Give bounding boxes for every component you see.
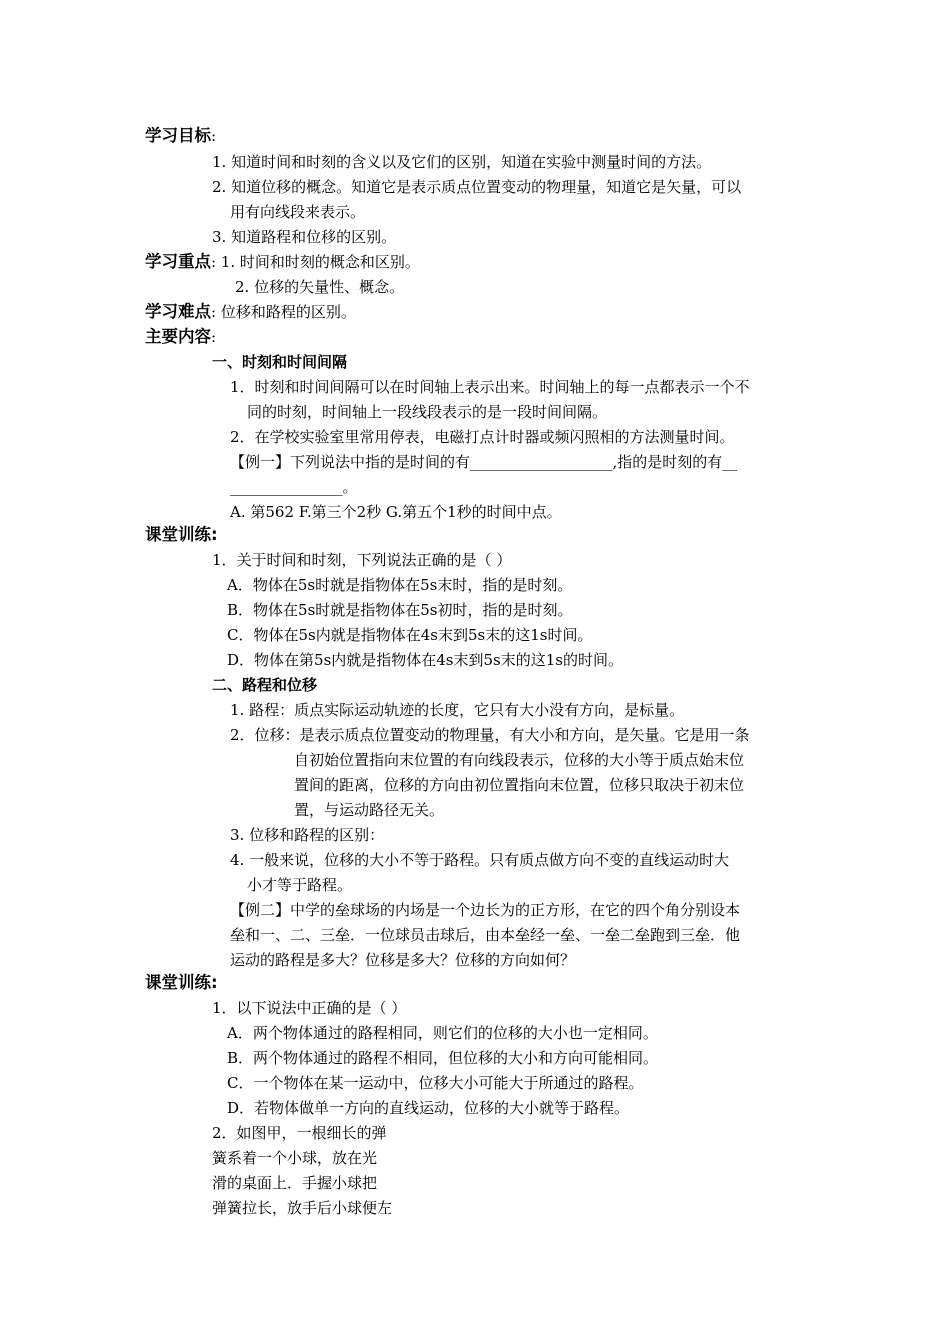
goal-item-2: 2. 知道位移的概念。知道它是表示质点位置变动的物理量，知道它是矢量，可以 xyxy=(212,178,742,196)
main-colon: : xyxy=(211,328,217,346)
goal-item-2-continued: 用有向线段来表示。 xyxy=(230,203,366,221)
example1-question: 【例一】下列说法中指的是时间的有___________________,指的是时刻的有__ xyxy=(230,453,738,471)
practice2-q2-line-4: 弹簧拉长，放手后小球便左 xyxy=(212,1199,393,1217)
section2-line-5: 置，与运动路径无关。 xyxy=(294,801,445,819)
section2-line-4: 置间的距离，位移的方向由初位置指向末位置，位移只取决于初末位 xyxy=(294,776,745,794)
practice1-option-c: C．物体在5s内就是指物体在4s末到5s末的这1s时间。 xyxy=(227,626,593,644)
difficulty-heading: 学习难点 xyxy=(145,302,211,321)
practice1-option-d: D．物体在第5s内就是指物体在4s末到5s末的这1s的时间。 xyxy=(227,651,623,669)
section2-line-2: 2．位移：是表示质点位置变动的物理量，有大小和方向，是矢量。它是用一条 xyxy=(230,726,750,744)
goal-item-1: 1. 知道时间和时刻的含义以及它们的区别，知道在实验中测量时间的方法。 xyxy=(212,153,712,171)
section2-line-6: 3. 位移和路程的区别： xyxy=(230,826,385,844)
section1-line-1: 1．时刻和时间间隔可以在时间轴上表示出来。时间轴上的每一点都表示一个不 xyxy=(230,378,750,396)
keypoints-heading: 学习重点 xyxy=(145,252,211,271)
practice2-heading: 课堂训练: xyxy=(145,973,218,992)
practice2-q2-line-1: 2．如图甲，一根细长的弹 xyxy=(212,1124,387,1142)
example2-line-1: 【例二】中学的垒球场的内场是一个边长为的正方形，在它的四个角分别设本 xyxy=(230,901,741,919)
section2-title: 二、路程和位移 xyxy=(212,676,318,694)
practice2-option-d: D．若物体做单一方向的直线运动，位移的大小就等于路程。 xyxy=(227,1099,630,1117)
keypoints-item-1: : 1. 时间和时刻的概念和区别。 xyxy=(211,253,420,271)
practice2-q2-line-2: 簧系着一个小球，放在光 xyxy=(212,1149,378,1167)
practice1-question: 1．关于时间和时刻，下列说法正确的是（ ） xyxy=(212,551,512,569)
practice2-option-a: A．两个物体通过的路程相同，则它们的位移的大小也一定相同。 xyxy=(227,1024,658,1042)
practice2-q2-line-3: 滑的桌面上．手握小球把 xyxy=(212,1174,378,1192)
practice1-heading: 课堂训练: xyxy=(145,525,218,544)
practice2-option-c: C．一个物体在某一运动中，位移大小可能大于所通过的路程。 xyxy=(227,1074,644,1092)
goals-heading-line xyxy=(145,126,216,146)
keypoints-item-2: 2. 位移的矢量性、概念。 xyxy=(235,278,405,296)
section2-line-3: 自初始位置指向末位置的有向线段表示，位移的大小等于质点始末位 xyxy=(294,751,745,769)
main-heading-line xyxy=(145,327,216,347)
example2-line-3: 运动的路程是多大？位移是多大？位移的方向如何？ xyxy=(230,951,576,969)
section1-title: 一、时刻和时间间隔 xyxy=(212,353,348,371)
practice2-question: 1．以下说法中正确的是（ ） xyxy=(212,999,407,1017)
example1-options: A. 第562 F.第三个2秒 G.第五个1秒的时间中点。 xyxy=(230,503,562,521)
section1-line-3: 2．在学校实验室里常用停表，电磁打点计时器或频闪照相的方法测量时间。 xyxy=(230,428,735,446)
section2-line-7: 4. 一般来说，位移的大小不等于路程。只有质点做方向不变的直线运动时大 xyxy=(230,851,730,869)
example2-line-2: 垒和一、二、三垒．一位球员击球后，由本垒经一垒、一垒二垒跑到三垒．他 xyxy=(230,926,741,944)
goal-item-3: 3. 知道路程和位移的区别。 xyxy=(212,228,397,246)
keypoints-line xyxy=(145,252,420,272)
section2-line-8: 小才等于路程。 xyxy=(247,876,353,894)
difficulty-text: : 位移和路程的区别。 xyxy=(211,303,356,321)
difficulty-line xyxy=(145,302,356,322)
main-heading: 主要内容 xyxy=(145,327,211,346)
section2-line-1: 1. 路程：质点实际运动轨迹的长度，它只有大小没有方向，是标量。 xyxy=(230,701,685,719)
section1-line-2: 同的时刻，时间轴上一段线段表示的是一段时间间隔。 xyxy=(247,403,608,421)
goals-heading: 学习目标 xyxy=(145,126,211,145)
goals-colon: : xyxy=(211,127,217,145)
example1-blank-continued: _______________。 xyxy=(230,478,358,496)
practice1-option-b: B．物体在5s时就是指物体在5s初时，指的是时刻。 xyxy=(227,601,573,619)
practice2-option-b: B．两个物体通过的路程不相同，但位移的大小和方向可能相同。 xyxy=(227,1049,659,1067)
practice1-option-a: A．物体在5s时就是指物体在5s末时，指的是时刻。 xyxy=(227,576,573,594)
